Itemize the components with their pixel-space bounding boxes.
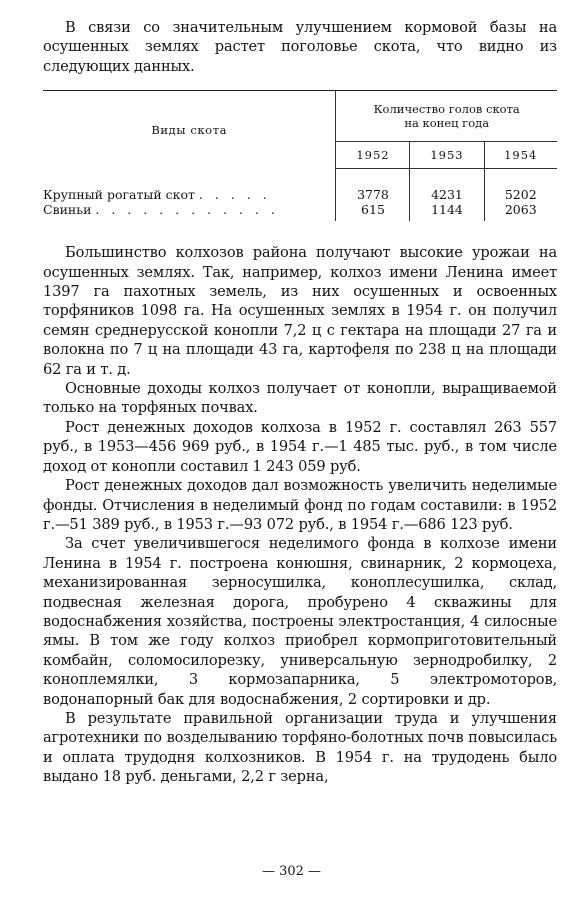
leader-dots: . . . . .	[198, 186, 271, 202]
table-row	[43, 202, 557, 221]
year-header-1954: 1954	[484, 142, 557, 169]
livestock-kind-header: Виды скота	[43, 91, 336, 169]
paragraph-funds: Рост денежных доходов дал возможность увеличить неделимые фонды. Отчисления в неделимый фонд по годам составили: в 1952 г.—51 389 руб., в 1953 г.—93 072 руб., в 1954 г.—686 123 руб.	[43, 477, 557, 533]
cell-cattle-1952: 3778	[336, 169, 410, 203]
paragraph-labor-pay: В результате правильной организации труда и улучшения агротехники по возделыванию торфяно-болотных почв повысилась и оплата трудодня колхозников. В 1954 г. на трудодень было выдано 18 руб. деньгами, 2,2 г зерна,	[43, 709, 557, 786]
row-label-pigs: Свиньи	[43, 202, 92, 218]
cell-pigs-1953: 1144	[410, 202, 484, 221]
head-count-header-line1: Количество голов скота	[373, 102, 520, 117]
head-count-header	[336, 91, 557, 142]
paragraph-income-source: Основные доходы колхоз получает от конопли, выращиваемой только на торфяных почвах.	[43, 380, 557, 417]
cell-pigs-1954: 2063	[484, 202, 557, 221]
table-row	[43, 169, 557, 203]
cell-cattle-1953: 4231	[410, 169, 484, 203]
row-label-cattle: Крупный рогатый скот	[43, 186, 195, 202]
cell-cattle-1954: 5202	[484, 169, 557, 203]
year-header-1952: 1952	[336, 142, 410, 169]
cell-pigs-1952: 615	[336, 202, 410, 221]
head-count-header-line2: на конец года	[404, 116, 490, 131]
leader-dots: . . . . . . . . . . . .	[95, 202, 279, 218]
page-number: — 302 —	[261, 864, 322, 879]
intro-paragraph: В связи со значительным улучшением кормовой базы на осушенных землях растет поголовье скота, что видно из следующих данных.	[43, 19, 557, 75]
year-header-1953: 1953	[410, 142, 484, 169]
livestock-table	[43, 90, 557, 221]
paragraph-harvests: Большинство колхозов района получают высокие урожаи на осушенных землях. Так, например, колхоз имени Ленина имеет 1397 га пахотных земель, из них осушенных и освоенных торфяников 1098 га. На осушенных землях в 1954 г. он получил семян среднерусской конопли 7,2 ц с гектара на площади 27 га и волокна по 7 ц на площади 43 га, картофеля по 238 ц на площади 62 га и т. д.	[43, 244, 557, 378]
paragraph-income-growth: Рост денежных доходов колхоза в 1952 г. составлял 263 557 руб., в 1953—456 969 руб., в 1954 г.—1 485 тыс. руб., в том числе доход от конопли составил 1 243 059 руб.	[43, 418, 557, 475]
paragraph-construction: За счет увеличившегося неделимого фонда в колхозе имени Ленина в 1954 г. построена конюшня, свинарник, 2 кормоцеха, механизированная зерносушилка, коноплесушилка, склад, подвесная железная дорога, пробурено 4 скважины для водоснабжения хозяйства, построены электростанция, 4 силосные ямы. В том же году колхоз приобрел кормоприготовительный комбайн, соломосилорезку, универсальную зернодробилку, 2 коноплемялки, 3 кормозапарника, 5 электромоторов, водонапорный бак для водоснабжения, 2 сортировки и др.	[43, 535, 557, 708]
